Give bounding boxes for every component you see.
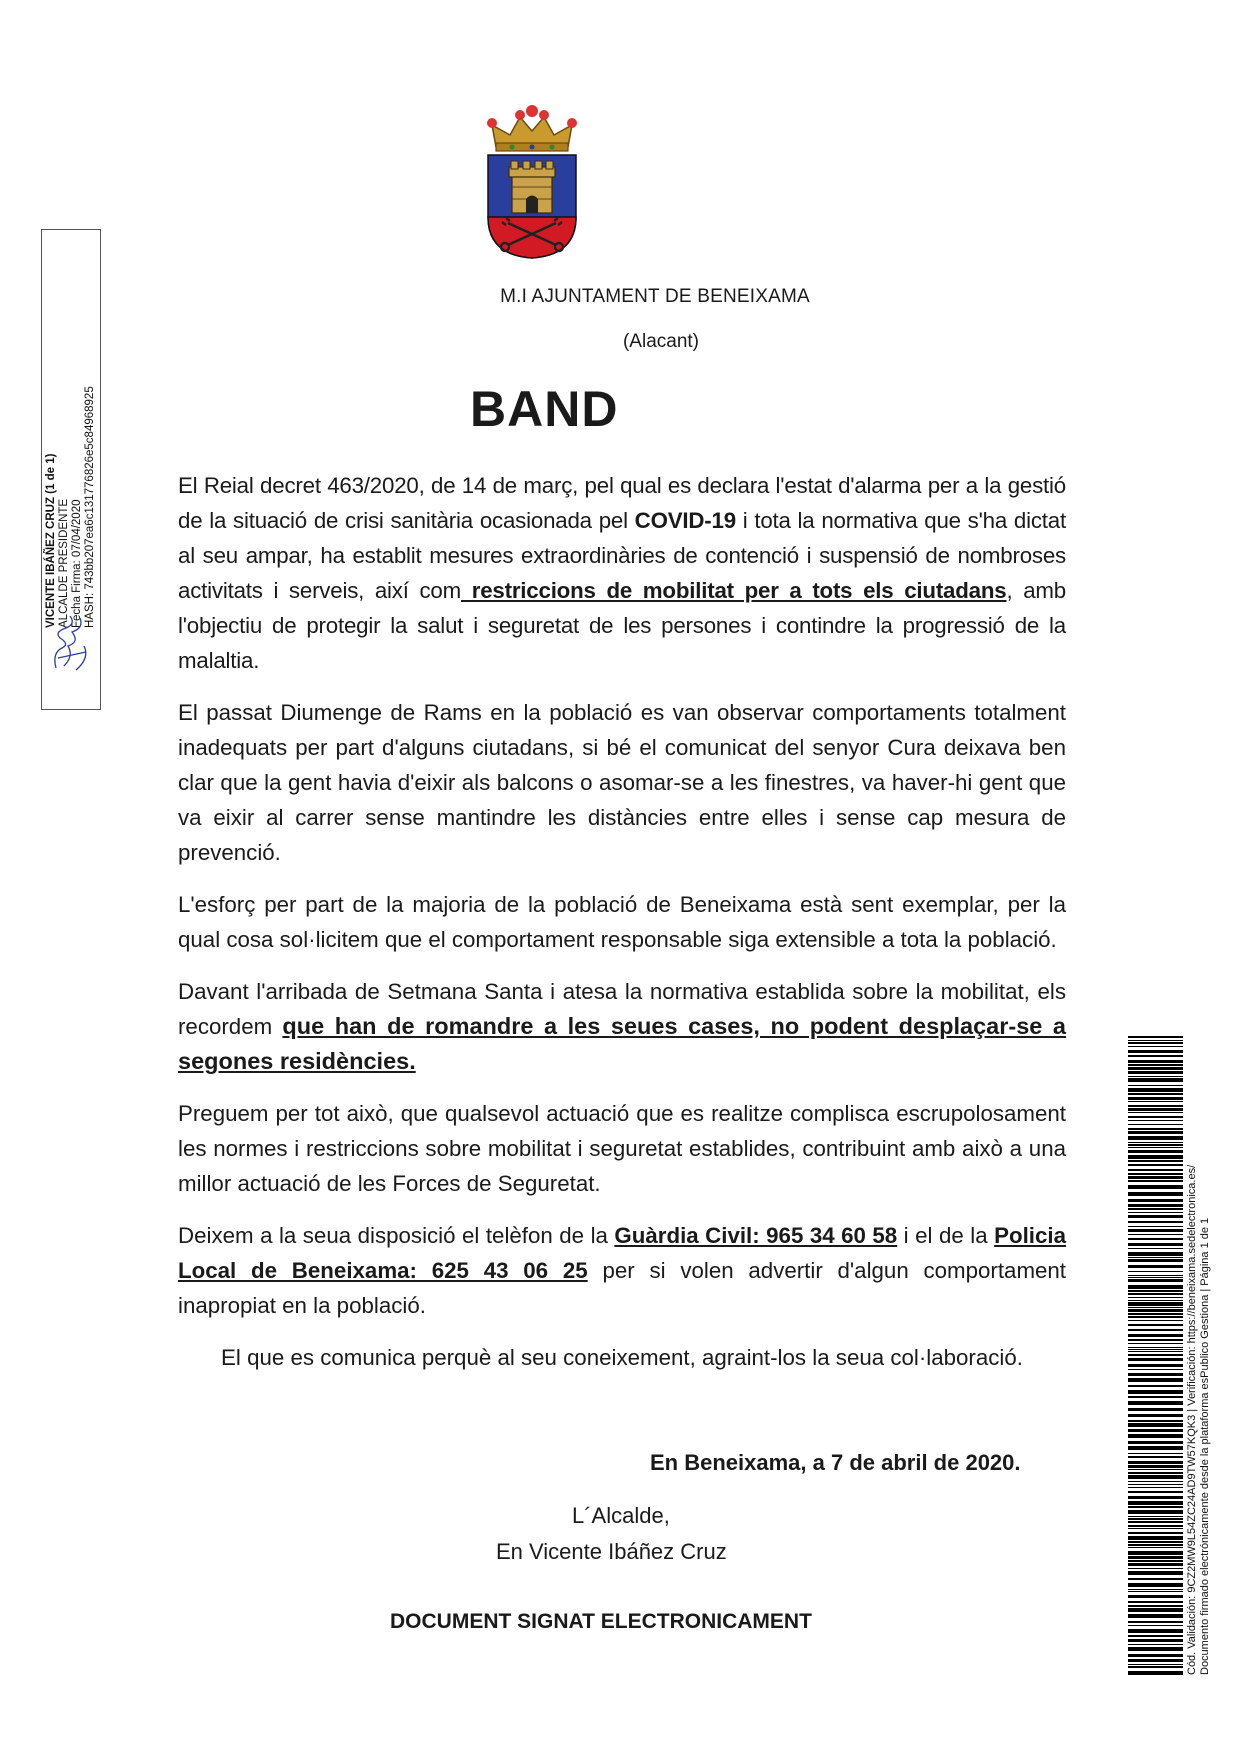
barcode-bar [1128, 1085, 1183, 1086]
barcode-bar [1128, 1481, 1183, 1482]
barcode-bar [1128, 1234, 1183, 1235]
barcode-bar [1128, 1060, 1183, 1063]
barcode-bar [1128, 1040, 1183, 1041]
barcode-bar [1128, 1364, 1183, 1367]
barcode-bar [1128, 1277, 1183, 1278]
barcode-bar [1128, 1169, 1183, 1171]
barcode-bar [1128, 1285, 1183, 1289]
barcode-bar [1128, 1373, 1183, 1376]
signature-stamp-text [45, 318, 97, 628]
barcode-bar [1128, 1516, 1183, 1517]
barcode-bar [1128, 1265, 1183, 1268]
barcode-bar [1128, 1664, 1183, 1665]
barcode-bar [1128, 1300, 1183, 1301]
barcode-bar [1128, 1465, 1183, 1468]
barcode-bar [1128, 1461, 1183, 1464]
barcode-bar [1128, 1659, 1183, 1662]
barcode-bar [1128, 1625, 1183, 1626]
barcode-bar [1128, 1243, 1183, 1246]
organization-name: M.I AJUNTAMENT DE BENEIXAMA [500, 286, 810, 307]
barcode-bar [1128, 1563, 1183, 1566]
barcode-bar [1128, 1279, 1183, 1282]
barcode-bar [1128, 1097, 1183, 1100]
barcode-bar [1128, 1423, 1183, 1427]
barcode-bar [1128, 1578, 1183, 1580]
barcode-bar [1128, 1076, 1183, 1077]
barcode-bar [1128, 1469, 1183, 1470]
barcode-bar [1128, 1144, 1183, 1146]
barcode-bar [1128, 1093, 1183, 1095]
barcode-bar [1128, 1307, 1183, 1308]
barcode-bar [1128, 1302, 1183, 1306]
paragraph-1-text-c: , amb l'objectiu de protegir la salut i seguretat de les persones i contindre la progressió de la malaltia. [178, 578, 1066, 673]
barcode-bar [1128, 1252, 1183, 1256]
barcode-bar [1128, 1496, 1183, 1499]
document-title: BAND [470, 381, 619, 437]
barcode-bar [1128, 1390, 1183, 1394]
barcode-bar [1128, 1501, 1183, 1505]
signature-role: L´Alcalde, [572, 1503, 670, 1528]
barcode-bar [1128, 1605, 1183, 1607]
electronic-signature-note: DOCUMENT SIGNAT ELECTRONICAMENT [390, 1610, 812, 1633]
document-body [178, 468, 1066, 1392]
barcode-bar [1128, 1257, 1183, 1258]
paragraph-3: L'esforç per part de la majoria de la població de Beneixama està sent exemplar, per la qual cosa sol·licitem que el comportament responsable siga extensible a tota la població. [178, 892, 1066, 952]
barcode-bar [1128, 1155, 1183, 1159]
handwritten-signature-icon [50, 608, 95, 673]
barcode-bar [1128, 1124, 1183, 1125]
paragraph-4-stay-home-notice: que han de romandre a les seues cases, no podent desplaçar-se a segones residències. [178, 1013, 1066, 1074]
barcode-bar [1128, 1556, 1183, 1559]
paragraph-1 [178, 468, 1066, 678]
barcode-bar [1128, 1212, 1183, 1213]
barcode-bar [1128, 1571, 1183, 1575]
crown-icon [487, 105, 577, 151]
barcode-bar [1128, 1414, 1183, 1417]
barcode-bar [1128, 1105, 1183, 1107]
barcode-bar [1128, 1173, 1183, 1175]
barcode-bar [1128, 1131, 1183, 1134]
barcode-bar [1128, 1369, 1183, 1370]
barcode-bar [1128, 1309, 1183, 1312]
barcode-bar [1128, 1644, 1183, 1645]
barcode-bar [1128, 1164, 1183, 1166]
paragraph-1-covid: COVID-19 [634, 508, 736, 533]
barcode-bar [1128, 1446, 1183, 1450]
barcode-bar [1128, 1521, 1183, 1523]
barcode-bar [1128, 1518, 1183, 1520]
barcode-bar [1128, 1290, 1183, 1292]
barcode-bar [1128, 1510, 1183, 1514]
barcode-bar [1128, 1536, 1183, 1540]
barcode-bar [1128, 1248, 1183, 1249]
barcode-bar [1128, 1354, 1183, 1356]
paragraph-4 [178, 974, 1066, 1079]
paragraph-7-closing: El que es comunica perquè al seu coneixement, agraint-los la seua col·laboració. [221, 1345, 1023, 1370]
barcode-bar [1128, 1046, 1183, 1047]
barcode-bar [1128, 1064, 1183, 1066]
paragraph-1-text-b: i tota la normativa que s'ha dictat al seu ampar, ha establit mesures extraordinàries de contenció i suspensió de nombroses activitats i serveis, així com [178, 508, 1066, 603]
guardia-civil-phone: Guàrdia Civil: 965 34 60 58 [614, 1223, 898, 1248]
barcode-bar [1128, 1078, 1183, 1082]
barcode-bar [1128, 1329, 1183, 1331]
barcode-bar [1128, 1215, 1183, 1218]
barcode-bar [1128, 1185, 1183, 1189]
barcode-bar [1128, 1042, 1183, 1044]
paragraph-6-text-c: per si volen advertir d'algun comportament inapropiat en la població. [178, 1258, 1067, 1318]
barcode-bar [1128, 1204, 1183, 1207]
barcode-bar [1128, 1551, 1183, 1555]
barcode-bar [1128, 1259, 1183, 1262]
barcode-bar [1128, 1434, 1183, 1438]
validation-code-line: Cód. Validación: 9CZ2MW9L54ZC24AD9TW57KQK3 | Verificación: https://beneixama.sedelectronica.es/ [1186, 1164, 1198, 1675]
barcode-bar [1128, 1347, 1183, 1348]
barcode-bar [1128, 1128, 1183, 1130]
barcode-bar [1128, 1067, 1183, 1070]
barcode-bar [1128, 1595, 1183, 1598]
barcode-bar [1128, 1293, 1183, 1295]
paragraph-6-text-b: i el de la [897, 1223, 995, 1248]
barcode-bar [1128, 1116, 1183, 1118]
signature-stamp-role: ALCALDE PRESIDENTE [58, 498, 70, 628]
barcode-bar [1128, 1050, 1183, 1053]
barcode-bar [1128, 1071, 1183, 1074]
barcode-bar [1128, 1583, 1183, 1587]
validation-footer [1186, 1035, 1211, 1675]
signature-stamp-signer: VICENTE IBÁÑEZ CRUZ (1 de 1) [45, 453, 57, 628]
barcode-bar [1128, 1108, 1183, 1111]
barcode-bar [1128, 1456, 1183, 1458]
barcode-bar [1128, 1647, 1183, 1651]
barcode-bar [1128, 1621, 1183, 1623]
barcode-bar [1128, 1208, 1183, 1210]
barcode-bar [1128, 1147, 1183, 1148]
barcode-bar [1128, 1589, 1183, 1590]
policia-local-phone: Policia Local de Beneixama: 625 43 06 25 [178, 1223, 1066, 1283]
barcode-bar [1128, 1343, 1183, 1344]
barcode-bar [1128, 1601, 1183, 1603]
barcode-bar [1128, 1484, 1183, 1485]
barcode-bar [1128, 1408, 1183, 1411]
barcode-icon [1128, 1036, 1183, 1676]
paragraph-2: El passat Diumenge de Rams en la població es van observar comportaments totalment inadequats per part d'alguns ciutadans, si bé el comunicat del senyor Cura deixava ben clar que la gent havia d'eixir als balcons o asomar-se a les finestres, va haver-hi gent que va eixir al carrer sense mantindre les distàncies entre elles i sense cap mesura de prevenció. [178, 700, 1066, 865]
barcode-bar [1128, 1112, 1183, 1113]
barcode-bar [1128, 1532, 1183, 1534]
barcode-bar [1128, 1142, 1183, 1143]
signature-stamp-date: Fecha Firma: 07/04/2020 [71, 499, 83, 628]
barcode-bar [1128, 1275, 1183, 1276]
signature-date-place: En Beneixama, a 7 de abril de 2020. [650, 1450, 1021, 1475]
barcode-bar [1128, 1339, 1183, 1341]
barcode-bar [1128, 1544, 1183, 1546]
barcode-bar [1128, 1378, 1183, 1382]
barcode-bar [1128, 1591, 1183, 1592]
barcode-bar [1128, 1491, 1183, 1493]
barcode-bar [1128, 1055, 1183, 1057]
barcode-bar [1128, 1358, 1183, 1361]
barcode-bar [1128, 1150, 1183, 1153]
barcode-bar [1128, 1629, 1183, 1633]
barcode-bar [1128, 1525, 1183, 1527]
barcode-bar [1128, 1635, 1183, 1637]
barcode-bar [1128, 1316, 1183, 1318]
barcode-bar [1128, 1654, 1183, 1657]
barcode-bar [1128, 1313, 1183, 1315]
tower-icon [509, 161, 555, 213]
barcode-bar [1128, 1229, 1183, 1232]
barcode-bar [1128, 1192, 1183, 1196]
paragraph-6 [178, 1218, 1066, 1323]
barcode-bar [1128, 1396, 1183, 1398]
barcode-bar [1128, 1475, 1183, 1479]
barcode-bar [1128, 1547, 1183, 1548]
barcode-bar [1128, 1528, 1183, 1529]
barcode-bar [1128, 1271, 1183, 1272]
barcode-bar [1128, 1199, 1183, 1202]
barcode-bar [1128, 1088, 1183, 1092]
barcode-bar [1128, 1120, 1183, 1121]
barcode-bar [1128, 1614, 1183, 1618]
barcode-bar [1128, 1671, 1183, 1675]
coat-of-arms-emblem [482, 105, 582, 260]
barcode-bar [1128, 1351, 1183, 1352]
barcode-bar [1128, 1180, 1183, 1182]
barcode-bar [1128, 1453, 1183, 1454]
barcode-bar [1128, 1472, 1183, 1474]
barcode-bar [1128, 1221, 1183, 1223]
paragraph-4-text-a: Davant l'arribada de Setmana Santa i atesa la normativa establida sobre la mobilitat, els recordem [178, 979, 1066, 1039]
barcode-bar [1128, 1385, 1183, 1387]
barcode-bar [1128, 1568, 1183, 1569]
barcode-bar [1128, 1297, 1183, 1298]
barcode-bar [1128, 1401, 1183, 1405]
barcode-bar [1128, 1541, 1183, 1543]
shield-icon [488, 155, 576, 258]
barcode-bar [1128, 1238, 1183, 1240]
barcode-bar [1128, 1101, 1183, 1102]
barcode-bar [1128, 1441, 1183, 1444]
validation-platform-line: Documento firmado electrónicamente desde la plataforma esPublico Gestiona | Página 1 de 1 [1198, 1217, 1211, 1675]
barcode-bar [1128, 1487, 1183, 1488]
barcode-bar [1128, 1666, 1183, 1668]
signature-stamp-hash: HASH: 743bb207ea6c131776826e5c84968925 [84, 386, 96, 628]
barcode-bar [1128, 1506, 1183, 1508]
barcode-bar [1128, 1639, 1183, 1642]
paragraph-1-mobility-restrictions: restriccions de mobilitat per a tots els ciutadans [461, 578, 1007, 603]
barcode-bar [1128, 1176, 1183, 1179]
barcode-bar [1128, 1429, 1183, 1432]
barcode-bar [1128, 1036, 1183, 1038]
paragraph-1-text-a: El Reial decret 463/2020, de 14 de març, pel qual es declara l'estat d'alarma per a la gestió de la situació de crisi sanitària ocasionada pel [178, 473, 1066, 533]
barcode-bar [1128, 1320, 1183, 1321]
barcode-bar [1128, 1420, 1183, 1422]
barcode-bar [1128, 1608, 1183, 1612]
barcode-bar [1128, 1560, 1183, 1562]
paragraph-5: Preguem per tot això, que qualsevol actuació que es realitze complisca escrupolosament les normes i restriccions sobre mobilitat i seguretat establides, contribuint amb això a una millor actuació de les Forces de Seguretat. [178, 1101, 1066, 1196]
barcode-bar [1128, 1349, 1183, 1350]
barcode-bar [1128, 1160, 1183, 1162]
barcode-bar [1128, 1334, 1183, 1337]
organization-province: (Alacant) [622, 331, 700, 352]
signature-name: En Vicente Ibáñez Cruz [496, 1539, 727, 1564]
barcode-bar [1128, 1324, 1183, 1326]
barcode-bar [1128, 1136, 1183, 1140]
barcode-bar [1128, 1226, 1183, 1227]
paragraph-6-text-a: Deixem a la seua disposició el telèfon de la [178, 1223, 615, 1248]
